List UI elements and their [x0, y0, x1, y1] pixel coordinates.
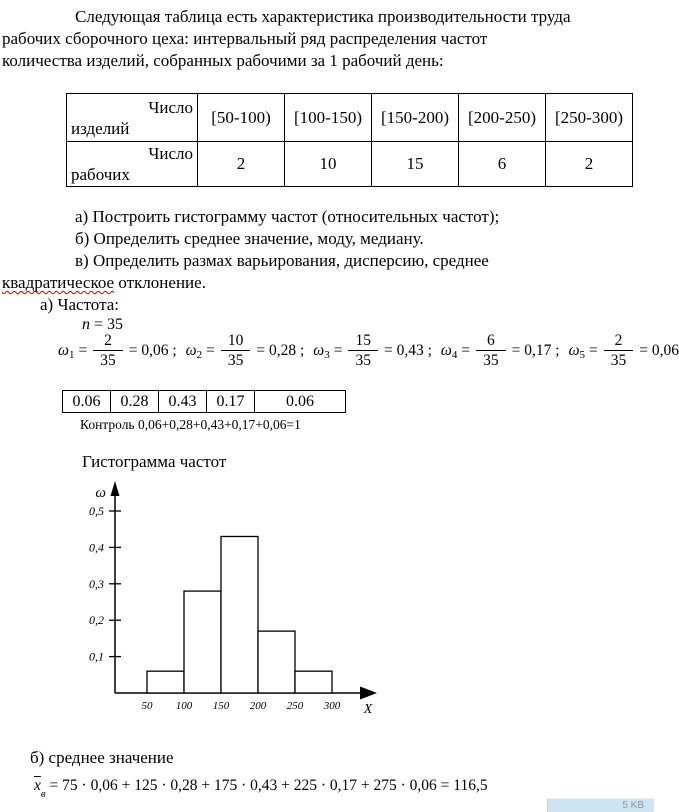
result-value: = 0,17 ;	[511, 341, 560, 359]
omega-subscript: 3	[324, 348, 330, 361]
table-row	[67, 94, 633, 142]
frequency-cell: 0.06	[63, 391, 111, 413]
mean-value-formula	[34, 777, 488, 801]
task-v: в) Определить размах варьирования, дисперсию, среднее	[75, 251, 489, 270]
numerator: 10	[227, 332, 244, 349]
row-header-line: Число	[148, 144, 193, 163]
count-cell: 2	[546, 142, 633, 187]
numerator: 15	[355, 332, 371, 349]
task-v-wrap-rest: отклонение.	[114, 273, 206, 292]
count-cell: 6	[459, 142, 546, 187]
frequency-formula	[186, 332, 305, 369]
omega-symbol: ω	[185, 341, 197, 359]
section-a-heading: а) Частота:	[40, 295, 119, 314]
result-value: = 0,06 ;	[128, 341, 177, 359]
denominator: 35	[93, 350, 123, 369]
fraction	[221, 332, 251, 369]
frequency-table	[66, 93, 633, 187]
histogram-bar	[147, 671, 184, 693]
file-size-label: 5 KB	[622, 800, 644, 811]
y-tick-label: 0,2	[89, 613, 104, 628]
fraction	[348, 332, 378, 369]
row-header-line: Число	[148, 97, 193, 117]
frequency-formula	[313, 332, 432, 369]
omega-symbol: ω	[568, 341, 580, 359]
interval-cell: [100-150)	[285, 94, 372, 142]
frequency-cell: 0.17	[207, 391, 255, 413]
interval-cell: [250-300)	[546, 94, 633, 142]
fraction	[476, 332, 506, 369]
y-axis-arrow-icon	[111, 481, 120, 496]
y-tick-label: 0,5	[89, 504, 104, 518]
histogram-bar	[295, 671, 332, 693]
y-axis-title: ω	[95, 485, 106, 501]
omega-symbol: ω	[440, 341, 452, 359]
interval-cell: [200-250)	[459, 94, 546, 142]
histogram-bar	[258, 631, 295, 693]
xbar-symbol: $\overline{x}$	[34, 777, 41, 794]
histogram-heading: Гистограмма частот	[82, 452, 227, 471]
numerator: 2	[614, 332, 623, 349]
control-sum-line: Контроль 0,06+0,28+0,43+0,17+0,06=1	[80, 417, 301, 432]
y-tick-label: 0,4	[89, 540, 104, 555]
misspelled-word: квадратическое	[2, 273, 115, 292]
interval-cell: [150-200)	[372, 94, 459, 142]
intro-line: Следующая таблица есть характеристика производительности труда	[75, 7, 571, 26]
y-tick-label: 0,3	[89, 576, 104, 591]
fraction	[93, 332, 123, 369]
x-tick-label: 100	[175, 700, 193, 712]
table-row	[63, 391, 346, 413]
task-v-wrap-line	[2, 272, 652, 294]
omega-subscript: 1	[68, 348, 75, 361]
omega-subscript: 5	[579, 348, 586, 361]
result-value: = 0,06	[639, 341, 679, 359]
denominator: 35	[476, 350, 506, 369]
frequency-formulas-row	[58, 332, 679, 369]
x-tick-label: 250	[286, 700, 304, 712]
x-tick-label: 200	[249, 700, 267, 712]
frequency-formula	[58, 332, 177, 369]
denominator: 35	[604, 350, 634, 369]
omega-subscript: 4	[451, 348, 458, 361]
numerator: 2	[104, 332, 112, 349]
frequency-cell: 0.28	[111, 391, 159, 413]
xbar-subscript: в	[40, 788, 46, 801]
frequency-cell: 0.43	[159, 391, 207, 413]
interval-cell: [50-100)	[198, 94, 285, 142]
equals-sign: =	[206, 341, 215, 359]
table-row	[67, 142, 633, 187]
equals-sign: =	[461, 341, 471, 359]
row-header-cell	[67, 142, 198, 187]
row-header-line: изделий	[71, 118, 130, 138]
histogram-bar	[221, 536, 258, 693]
attachment-size-badge	[547, 798, 654, 812]
intro-line: количества изделий, собранных рабочими за 1 рабочий день:	[2, 51, 444, 70]
x-tick-label: 50	[141, 700, 153, 712]
equals-sign: =	[78, 341, 88, 359]
omega-subscript: 2	[196, 348, 203, 361]
task-a: а) Построить гистограмму частот (относительных частот);	[75, 207, 500, 226]
x-tick-label: 150	[212, 700, 230, 712]
denominator: 35	[348, 350, 378, 369]
task-list	[2, 206, 652, 316]
task-b: б) Определить среднее значение, моду, медиану.	[75, 229, 424, 248]
row-header-line: рабочих	[71, 165, 130, 184]
count-cell: 10	[285, 142, 372, 187]
denominator: 35	[221, 350, 251, 369]
relative-frequency-table	[62, 390, 346, 413]
equals-sign: =	[333, 341, 343, 359]
frequency-formula	[441, 332, 560, 369]
result-value: = 0,28 ;	[256, 341, 305, 359]
x-axis-arrow-icon	[360, 687, 377, 700]
numerator: 6	[487, 332, 495, 349]
histogram-bar	[184, 591, 221, 693]
x-axis-title: X	[363, 702, 373, 717]
y-tick-label: 0,1	[89, 649, 104, 664]
frequency-formula	[569, 332, 679, 369]
n-value: = 35	[90, 316, 124, 333]
mean-section-heading: б) среднее значение	[30, 748, 174, 767]
mean-expression: = 75 · 0,06 + 125 · 0,28 + 175 · 0,43 + 225 · 0,17 + 275 · 0,06 = 116,5	[45, 777, 488, 794]
equals-sign: =	[589, 341, 598, 359]
count-cell: 15	[372, 142, 459, 187]
intro-line: рабочих сборочного цеха: интервальный ряд распределения частот	[2, 29, 488, 48]
x-tick-label: 300	[323, 700, 341, 712]
n-symbol: n	[82, 316, 90, 333]
row-header-cell	[67, 94, 198, 142]
count-cell: 2	[198, 142, 285, 187]
result-value: = 0,43 ;	[383, 341, 432, 359]
fraction	[604, 332, 634, 369]
intro-paragraph	[2, 6, 650, 72]
frequency-cell: 0.06	[255, 391, 346, 413]
omega-symbol: ω	[313, 341, 325, 359]
omega-symbol: ω	[58, 341, 69, 359]
histogram-chart	[60, 480, 390, 730]
